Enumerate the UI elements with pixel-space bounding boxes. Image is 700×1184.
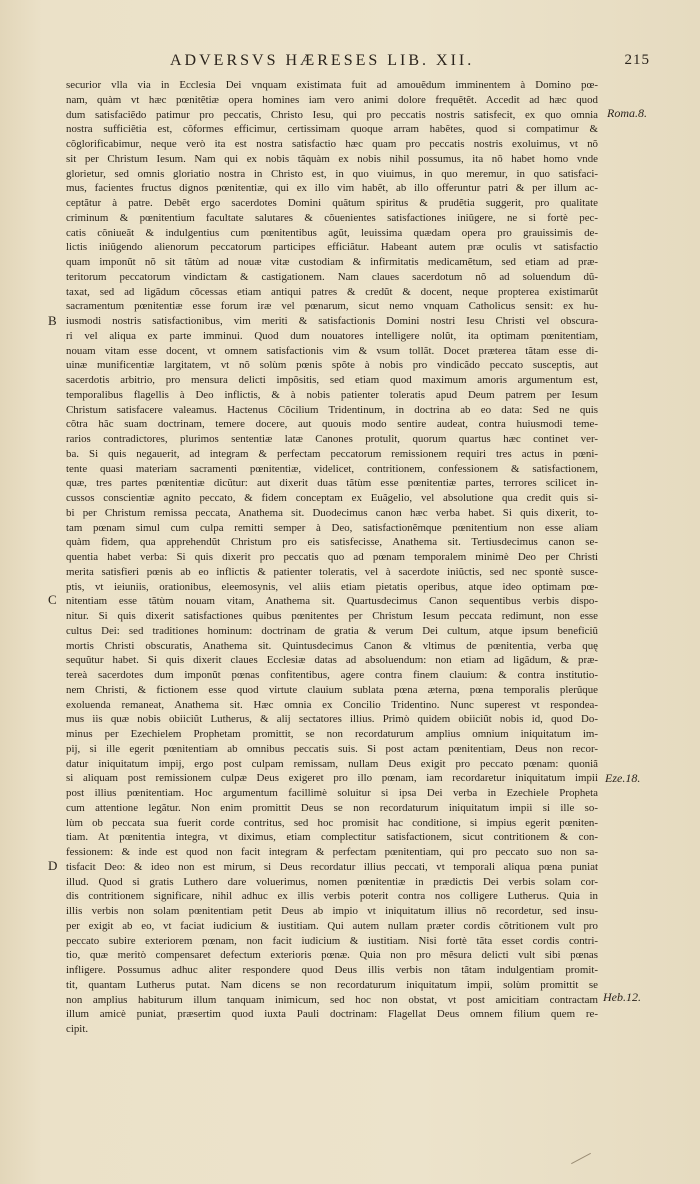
text-line: ceptãtur à patre. Debẽt ergo sacerdotes Domini quãtum spiritus & prudẽtia suggerit, pro qualitate <box>66 197 598 209</box>
running-header <box>170 52 650 74</box>
text-line: illud. Quod si gratis Luthero dare voluerimus, nomen pœnitentiæ in prædictis Dei verbis solam cor- <box>66 875 598 888</box>
text-line: nitentiam esse tãtùm nouam vitam, Anathema sit. Quartusdecimus Canon sequentibus verbis dispo- <box>66 595 598 608</box>
text-line: illum amicè puniat, præsertim quod iuxta Pauli doctrinam: Flagellat Deus omnem filium quem re- <box>66 1008 598 1021</box>
text-line: fessionem: & inde est quod non facit integram & perfectam pœnitentiam, qui pro peccato suo non sa- <box>66 846 598 858</box>
text-line: mortis Christi obscuratis, Anathema sit. Quintusdecimus Canon & vltimus de pœnitentia, verba quę <box>66 639 598 652</box>
text-line: sit per Christum Iesum. Nam qui ex nobis tãquàm ex nobis nihil possumus, ita nõ habet homo vnde <box>66 152 598 165</box>
text-line: bi per Christum remissa peccata, Anathema sit. Duodecimus canon hæc verba habet. Si quis dixerit, to- <box>66 506 598 519</box>
text-line: sequũtur habet. Si quis dixerit claues Ecclesiæ datas ad absoluendum: non etiam ad ligãdum, & præ- <box>66 654 598 667</box>
text-line: taxat, sed ad ligãdum cõcessas etiam antiqui patres & credũt & docent, neque propterea existimarũt <box>66 285 598 298</box>
text-line: quentia habet verba: Si quis dixerit pro peccatis quo ad pœnam temporalem minimè Deo per Christi <box>66 551 598 563</box>
text-line: tam pœnam simul cum culpa remitti semper à Deo, satisfactionẽmque pœnitentium non esse aliam <box>66 521 598 534</box>
text-line: nem Christi, & fictionem esse quod virtute clauium sublata pœna æterna, pœna temporalis plerũque <box>66 683 598 696</box>
text-line: rarios contradictores, plurimos sententiæ latæ Canones protulit, quorum quartus hæc continet ver- <box>66 433 598 445</box>
text-line: cultus Dei: sed traditiones hominum: doctrinam de gratia & verum Dei cultum, atque ipsum beneficiũ <box>66 624 598 637</box>
text-line: infligere. Possumus adhuc aliter respondere quod Deus illis verbis non tãtam indulgentiam promit- <box>66 964 598 976</box>
ink-mark <box>571 1153 591 1164</box>
margin-note-hebrews: Heb.12. <box>603 990 641 1004</box>
text-line: mus iis quæ nobis obiiciũt Lutherus, & alij sectatores illius. Primò quidem obiiciũt nobis id, quod Do- <box>66 713 598 726</box>
section-letter-c: C <box>48 592 57 607</box>
text-line: nouam vitam esse docent, vt omnem satisfactionis vim & vsum tollãt. Docet præterea tãtam esse di- <box>66 344 598 357</box>
text-line: merita satisfieri pœnis ab eo inflictis & patienter toleratis, vel à sacerdote iniũctis, sed nec spontè susce- <box>66 565 598 578</box>
text-line: criminum & pœnitentium facultate salutares & cõuenientes satisfactiones iniũgere, ne si fortè pec- <box>66 211 598 224</box>
text-line: minus per Ezechielem Prophetam promittit, se non recordaturum amplius omnium iniquitatum im- <box>66 728 598 740</box>
text-line: uinæ munificentiæ largitatem, vt nõ solùm pœnis spõte à nobis pro vindicãdo peccato susceptis, aut <box>66 359 598 372</box>
text-line: si aliquam post remissionem culpæ Deus exigeret pro illo pœnam, iam recordaretur iniquitatum impii <box>66 772 598 785</box>
text-line: nitur. Si quis dixerit satisfactiones quibus pœnitentes per Christum Iesum peccata redimunt, non esse <box>66 610 598 622</box>
section-letter-b: B <box>48 313 57 328</box>
text-line: tiam. At pœnitentia integra, vt diximus, etiam complectitur satisfactionem, sicut contritionem & con- <box>66 831 598 844</box>
text-line: teritorum peccatorum vindictam & castigationem. Nam claues sacerdotum nõ ad soluendum dũ- <box>66 270 598 283</box>
text-line: quàm fidem, qua apprehendũt Christum pro eis satisfecisse, Anathema sit. Tertiusdecimus canon se- <box>66 536 598 549</box>
text-line: mus, facientes fructus dignos pœnitentiæ, qui ex illo vim habẽt, ab illo offeruntur patri & per illum ac- <box>66 182 598 195</box>
text-line: tente quasi materiam sacramenti pœnitentiæ, videlicet, contritionem, confessionem & satisfactionem, <box>66 462 598 475</box>
text-line: dum satisfaciẽdo patimur pro peccatis, Christo Iesu, qui pro peccatis nostris satisfecit, ex quo omnia <box>66 108 598 121</box>
text-line: illis verbis non solam pœnitentiam petit Deus ab impio vt iniquitatum illius nõ recordetur, sed insu- <box>66 905 598 917</box>
text-line: nam, quàm vt hæc pœnitẽtiæ opera homines iam vero animi dolore frequẽtẽt. Accedit ad hæc quod <box>66 93 598 106</box>
text-line: nostra sufficiẽtia est, cõformes efficimur, certissimam quoque arram habẽtes, quod si compatimur & <box>66 123 598 136</box>
page-number: 215 <box>624 52 650 68</box>
text-line: securior vlla via in Ecclesia Dei vnquam existimata fuit ad amouẽdum imminentem à Domino pœ- <box>66 79 598 91</box>
text-line: per exigit ab eo, vt faciat iudicium & iustitiam. Qui autem nullam præter cordis cõtritionem vult pro <box>66 919 598 932</box>
text-line: tereà sacerdotes dum imponũt pœnas confitentibus, agere contra finem clauium: & contra institutio- <box>66 669 598 681</box>
margin-note-romans: Roma.8. <box>607 106 647 120</box>
running-title: ADVERSVS HÆRESES LIB. XII. <box>170 52 475 69</box>
text-line: Christum satisfacere valeamus. Hactenus Cõcilium Tridentinum, in doctrina ab eo data: Sed ne quis <box>66 403 598 416</box>
text-line: ptis, vt ieiuniis, orationibus, eleemosynis, vel aliis etiam pietatis operibus, atque ideo optimam pœ- <box>66 580 598 593</box>
text-line: iusmodi nostris satisfactionibus, vim meriti & satisfactionis Domini nostri Iesu Christi vel obscura- <box>66 315 598 327</box>
text-line: exoluenda remaneat, Anathema sit. Hæc omnia ex Concilio Tridentino. Nunc superest vt respondea- <box>66 698 598 711</box>
text-line: cipit. <box>66 1023 89 1035</box>
text-line: post illius pœnitentiam. Hoc argumentum facillimè soluitur si ipsa Dei verba in Ezechiele Propheta <box>66 787 598 799</box>
text-line: sacramentum pœnitentiæ esse forum iræ vel pœnarum, sicut nemo vnquam Catholicus sensit: ex hu- <box>66 300 598 313</box>
text-line: cõglorificabimur, neque verò ita est nostra satisfactio hæc quam pro peccatis nostris exoluimus, vt nõ <box>66 138 598 150</box>
body-text <box>66 78 598 1037</box>
text-line: datur iniquitatum impij, ergo post culpam remissam, nullam Deus exigit pro peccato pœnam: quoniã <box>66 757 598 770</box>
text-line: glorietur, sed omnis gloriatio nostra in Christo est, in quo viuimus, in quo meremur, in quo satisfaci- <box>66 167 598 180</box>
margin-note-ezekiel: Eze.18. <box>605 771 641 785</box>
text-line: dis contritionem significare, nihil adhuc ex illis verbis poterit contra nos colligere Lutherus. Quia in <box>66 890 598 903</box>
text-line: ri vel aliqua ex parte imminui. Quod dum nouatores intelligere nolũt, ita optimam pœnitentiam, <box>66 329 598 342</box>
text-line: tit, quantam Lutherus putat. Nam dicens se non recordaturum iniquitatum impii, solùm promittit se <box>66 978 598 991</box>
text-line: quam imponũt nõ sit tãtùm ad nouæ vitæ custodiam & infirmitatis medicamẽtum, sed etiam ad præ- <box>66 256 598 268</box>
text-line: temporalibus flagellis à Deo inflictis, & à nobis patienter toleratis apud Deum patrem per Iesum <box>66 388 598 401</box>
text-line: quæ, tres partes pœnitentiæ dicũtur: aut dixerit duas tãtùm esse pœnitentiæ partes, terrores scilicet in- <box>66 477 598 490</box>
text-line: lùm ob peccata sua fuerit corde contritus, sed hoc promisit hac conditione, si impius egerit pœniten- <box>66 816 598 829</box>
text-line: tio, quæ meritò compensaret defectum exterioris pœnæ. Quia non pro mẽsura delicti vult sibi pœnas <box>66 949 598 962</box>
text-line: ba. Si quis negauerit, ad integram & perfectam peccatorum remissionem requiri tres actus in pœni- <box>66 447 598 460</box>
text-line: sacerdotis arbitrio, pro mensura delicti impõsitis, sed etiam quod maximum amoris argumentum est, <box>66 374 598 386</box>
text-line: cussos conscientiæ agnito peccato, & fidem conceptam ex Euãgelio, vel absolutione qua credit quis si- <box>66 492 598 504</box>
text-line: catis cõniueãt & indulgentius cum pœnitentibus agũt, leuissima quædam opera pro grauissimis de- <box>66 226 598 239</box>
text-line: lictis iniũgendo alienorum peccatorum participes efficiãtur. Habeant autem præ oculis vt satisfactio <box>66 241 598 254</box>
text-line: cõtra hãc suam doctrinam, temere docere, aut quouis modo sentire audeat, contra huiusmodi teme- <box>66 418 598 431</box>
text-line: peccato subire exteriorem pœnam, non facit iudicium & iustitiam. Nisi fortè tãta esset cordis contri- <box>66 934 598 947</box>
text-line: tisfacit Deo: & ideo non est mirum, si Deus recordatur illius peccati, vt temporali aliqua pœna puniat <box>66 860 598 873</box>
text-line: non amplius habiturum illum tanquam inimicum, sed hoc non obstat, vt post amicitiam contractam <box>66 993 598 1006</box>
text-line: cum attentione legãtur. Non enim promittit Deus se non recordaturum iniquitatum impii si ille so- <box>66 801 598 814</box>
section-letter-d: D <box>48 858 58 873</box>
text-line: pij, si ille egerit pœnitentiam ab omnibus peccatis suis. Si post actam pœnitentiam, Deus non recor- <box>66 742 598 755</box>
